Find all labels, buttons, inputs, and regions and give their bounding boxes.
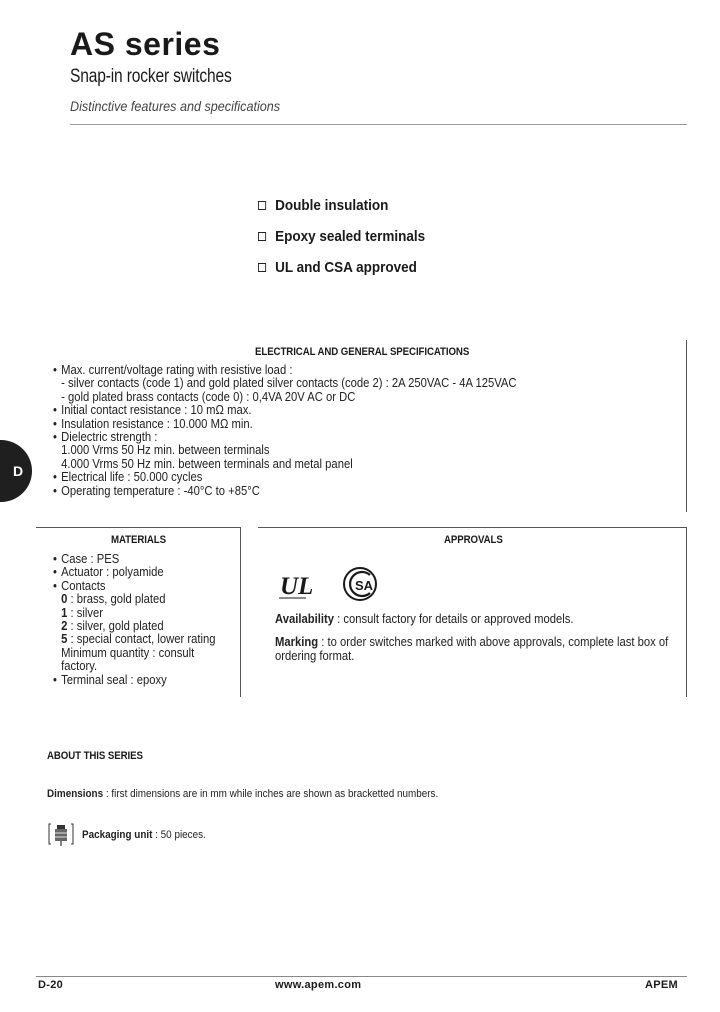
marking-note: Marking : to order switches marked with above approvals, complete last box of ordering format. [275, 635, 669, 663]
header-divider [70, 124, 687, 125]
feature-item [258, 190, 425, 221]
material-line: factory. [61, 659, 98, 674]
spec-line: - silver contacts (code 1) and gold plated silver contacts (code 2) : 2A 250VAC - 4A 125VAC [61, 376, 517, 391]
svg-text:UL: UL [280, 573, 314, 600]
page-title: AS series [70, 26, 221, 62]
section-tab-d: D [0, 440, 32, 502]
feature-item [258, 252, 425, 283]
approvals-top-rule [258, 527, 687, 528]
csa-logo-icon [344, 568, 376, 600]
website-link[interactable]: www.apem.com [275, 979, 362, 991]
material-line: Minimum quantity : consult [61, 645, 195, 660]
spec-line: • Initial contact resistance : 10 mΩ max. [53, 403, 252, 418]
dimensions-note: Dimensions : first dimensions are in mm while inches are shown as bracketted numbers. [47, 788, 439, 800]
electrical-spec-list [53, 364, 517, 498]
packaging-icon [47, 820, 75, 848]
checkbox-icon [258, 263, 266, 272]
spec-line: 1.000 Vrms 50 Hz min. between terminals [61, 443, 270, 458]
page-tagline: Distinctive features and specifications [70, 98, 281, 114]
page-number: D-20 [38, 979, 64, 991]
materials-right-rule [240, 527, 241, 697]
feature-label: Double insulation [275, 197, 389, 214]
materials-list [53, 553, 216, 687]
spec-line: • Electrical life : 50.000 cycles [53, 470, 203, 485]
approvals-section-title: APPROVALS [444, 534, 503, 546]
spec-line: • Max. current/voltage rating with resistive load : [53, 363, 293, 377]
approval-logos [276, 566, 386, 606]
materials-top-rule [36, 527, 240, 528]
packaging-note: Packaging unit : 50 pieces. [82, 829, 206, 841]
electrical-section-title: ELECTRICAL AND GENERAL SPECIFICATIONS [255, 346, 470, 358]
spec-line: 4.000 Vrms 50 Hz min. between terminals and metal panel [61, 456, 353, 471]
spec-line: • Operating temperature : -40°C to +85°C [53, 483, 260, 498]
feature-item [258, 221, 425, 252]
page-subtitle: Snap-in rocker switches [70, 66, 232, 87]
availability-note: Availability : consult factory for details or approved models. [275, 612, 574, 626]
material-line: 0 : brass, gold plated [61, 592, 166, 607]
feature-label: UL and CSA approved [275, 259, 417, 276]
material-line: • Terminal seal : epoxy [53, 672, 167, 687]
feature-label: Epoxy sealed terminals [275, 228, 426, 245]
material-line: 2 : silver, gold plated [61, 619, 164, 634]
materials-section-title: MATERIALS [111, 534, 166, 546]
brand-name: APEM [645, 979, 678, 991]
about-section-title: ABOUT THIS SERIES [47, 750, 143, 762]
checkbox-icon [258, 232, 266, 241]
material-line: • Contacts [53, 578, 106, 593]
ul-logo-icon [279, 573, 313, 600]
spec-line: - gold plated brass contacts (code 0) : 0,4VA 20V AC or DC [61, 389, 356, 404]
checkbox-icon [258, 201, 266, 210]
svg-text:SA: SA [355, 578, 374, 593]
material-line: 5 : special contact, lower rating [61, 632, 216, 647]
footer-divider [36, 976, 687, 977]
material-line: • Case : PES [53, 552, 120, 566]
spec-line: • Dielectric strength : [53, 430, 158, 445]
material-line: • Actuator : polyamide [53, 565, 164, 580]
electrical-right-rule [686, 340, 687, 512]
feature-list [258, 190, 444, 283]
material-line: 1 : silver [61, 605, 103, 620]
approvals-right-rule [686, 527, 687, 697]
spec-line: • Insulation resistance : 10.000 MΩ min. [53, 416, 253, 431]
